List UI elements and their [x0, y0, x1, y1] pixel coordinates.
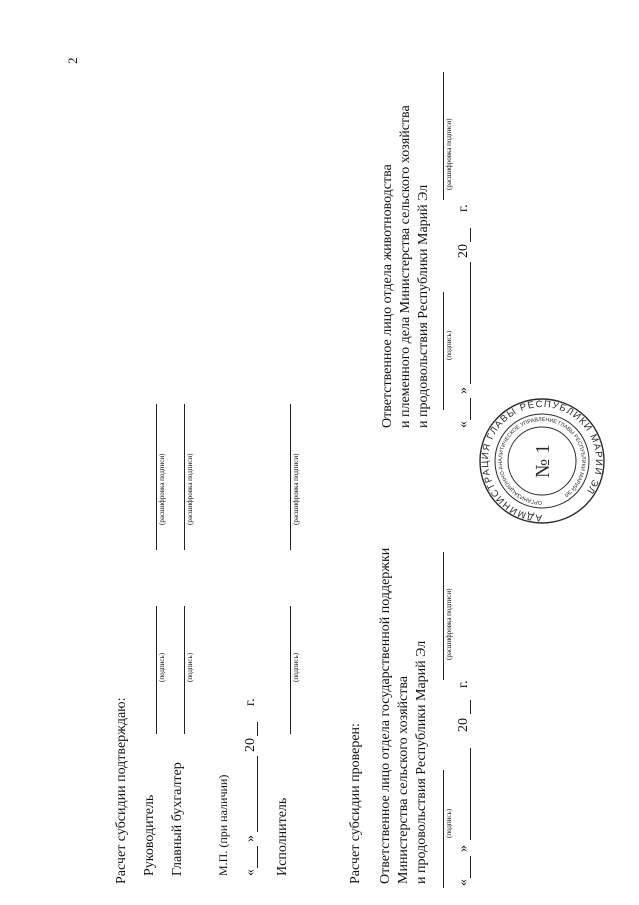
- checked-left-line-2: Министерства сельского хозяйства: [396, 675, 411, 884]
- director-sign-line: [156, 606, 157, 734]
- executor-label: Исполнитель: [275, 797, 290, 876]
- checked-left-decode-caption: (расшифровка подписи): [445, 588, 453, 660]
- checked-right-decode-line: [443, 72, 444, 200]
- approve-heading: Расчет субсидии подтверждаю:: [114, 697, 129, 884]
- checked-left-date-month-line: [470, 748, 471, 840]
- checked-right-line-1: Ответственное лицо отдела животноводства: [380, 164, 395, 428]
- director-decode-line: [156, 404, 157, 550]
- checked-right-date-year-line: [470, 228, 471, 242]
- director-decode-caption: (расшифровка подписи): [158, 453, 166, 525]
- stamp-number: № 1: [532, 443, 554, 479]
- approve-date-suffix: г.: [243, 698, 258, 706]
- checked-left-date-close: »: [456, 845, 471, 852]
- checked-right-date-close: »: [456, 387, 471, 394]
- checked-left-date-year: 20: [456, 718, 471, 732]
- approve-date-month-line: [257, 756, 258, 832]
- approve-date-day-line: [257, 846, 258, 868]
- checked-left-date-suffix: г.: [456, 680, 471, 688]
- stamp-inner-text: ОРГАНИЗАЦИОННО-АНАЛИТИЧЕСКОЕ УПРАВЛЕНИЕ ГЛАВЫ РЕСПУБЛИКИ МАРИЙ ЭЛ: [497, 416, 587, 506]
- accountant-decode-line: [184, 404, 185, 550]
- seal-note: М.П. (при наличии): [216, 774, 230, 876]
- checked-left-sign-caption: (подпись): [445, 808, 453, 838]
- checked-left-decode-line: [443, 552, 444, 680]
- page-number: 2: [65, 57, 80, 64]
- approve-date-close: »: [243, 835, 258, 842]
- checked-heading: Расчет субсидии проверен:: [348, 723, 363, 884]
- executor-decode-line: [290, 404, 291, 550]
- checked-right-date-open: «: [456, 421, 471, 428]
- approve-date-year: 20: [243, 738, 258, 752]
- accountant-decode-caption: (расшифровка подписи): [186, 453, 194, 525]
- approve-date-year-line: [257, 722, 258, 736]
- checked-left-date-year-line: [470, 700, 471, 714]
- executor-sign-line: [290, 606, 291, 734]
- checked-right-date-suffix: г.: [456, 204, 471, 212]
- checked-right-date-month-line: [470, 262, 471, 384]
- executor-sign-caption: (подпись): [292, 652, 300, 682]
- checked-right-sign-caption: (подпись): [445, 330, 453, 360]
- stamp-outer-text: АДМИНИСТРАЦИЯ ГЛАВЫ РЕСПУБЛИКИ МАРИЙ ЭЛ: [479, 398, 605, 524]
- director-sign-caption: (подпись): [158, 652, 166, 682]
- checked-left-sign-line: [443, 770, 444, 888]
- checked-right-sign-line: [443, 292, 444, 410]
- checked-left-line-3: и продовольствия Республики Марий Эл: [414, 640, 429, 884]
- checked-right-line-2: и племенного дела Министерства сельского хозяйства: [398, 105, 413, 428]
- checked-left-line-1: Ответственное лицо отдела государственной поддержки: [378, 547, 393, 884]
- checked-right-line-3: и продовольствия Республики Марий Эл: [416, 184, 431, 428]
- chief-accountant-label: Главный бухгалтер: [170, 762, 185, 876]
- checked-right-decode-caption: (расшифровка подписи): [445, 118, 453, 190]
- accountant-sign-line: [184, 606, 185, 734]
- checked-right-date-year: 20: [456, 244, 471, 258]
- director-label: Руководитель: [142, 794, 157, 876]
- checked-left-date-open: «: [456, 879, 471, 886]
- checked-right-date-day-line: [470, 398, 471, 420]
- checked-left-date-day-line: [470, 856, 471, 878]
- accountant-sign-caption: (подпись): [186, 652, 194, 682]
- executor-decode-caption: (расшифровка подписи): [292, 453, 300, 525]
- stamp-seal-icon: [478, 397, 606, 525]
- official-stamp: [478, 397, 606, 525]
- approve-date-open: «: [243, 869, 258, 876]
